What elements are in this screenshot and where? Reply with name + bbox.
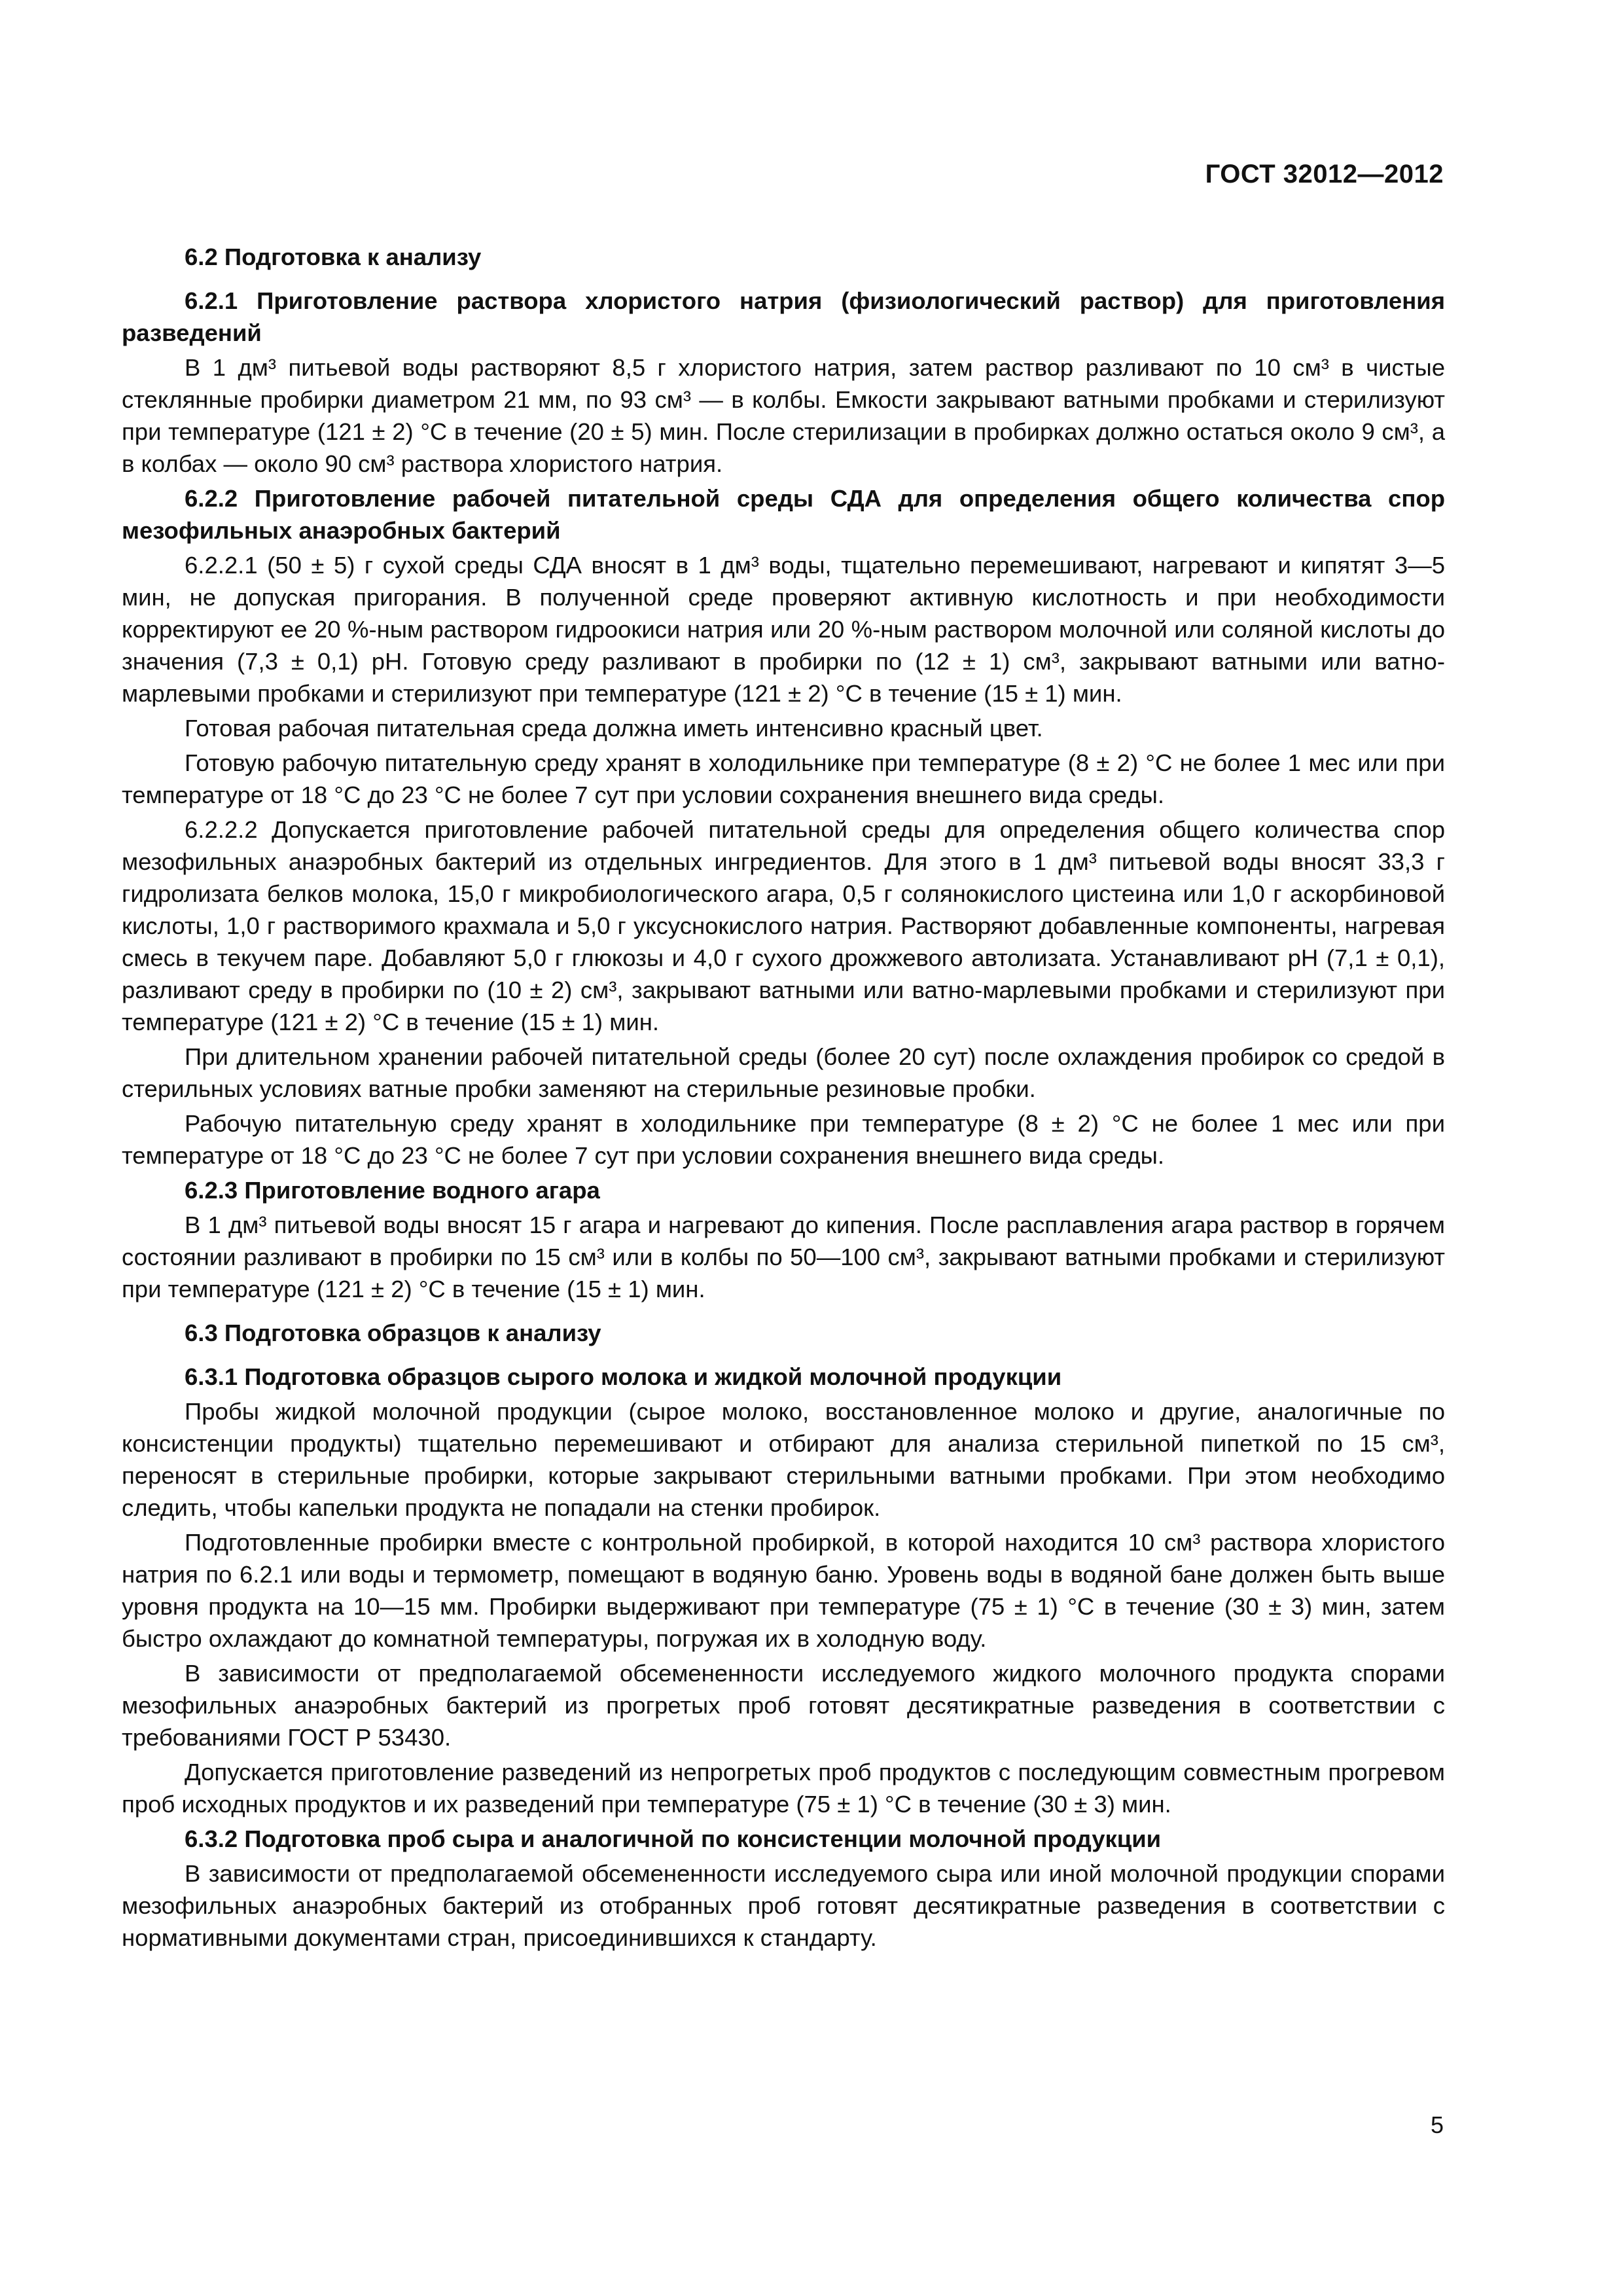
- paragraph: В 1 дм³ питьевой воды растворяют 8,5 г хлористого натрия, затем раствор разливают по 10 см³ в чистые стеклянные пробирки диаметром 21 мм, по 93 см³ — в колбы. Емкости закрывают ватными пробками и стерилизуют при температуре (121 ± 2) °С в течение (20 ± 5) мин. После стерилизации в пробирках должно остаться около 9 см³, а в колбах — около 90 см³ раствора хлористого натрия.: [122, 354, 1445, 477]
- paragraph: Подготовленные пробирки вместе с контрольной пробиркой, в которой находится 10 см³ раствора хлористого натрия по 6.2.1 или воды и термометр, помещают в водяную баню. Уровень воды в водяной бане должен быть выше уровня продукта на 10—15 мм. Пробирки выдерживают при температуре (75 ± 1) °С в течение (30 ± 3) мин, затем быстро охлаждают до комнатной температуры, погружая их в холодную воду.: [122, 1529, 1445, 1652]
- paragraph: Готовую рабочую питательную среду хранят в холодильнике при температуре (8 ± 2) °С не более 1 мес или при температуре от 18 °С до 23 °С не более 7 сут при условии сохранения внешнего вида среды.: [122, 749, 1445, 808]
- paragraph: 6.2.2.1 (50 ± 5) г сухой среды СДА вносят в 1 дм³ воды, тщательно перемешивают, нагревают и кипятят 3—5 мин, не допуская пригорания. В полученной среде проверяют активную кислотность и при необходимости корректируют ее 20 %-ным раствором гидроокиси натрия или 20 %-ным раствором молочной или соляной кислоты до значения (7,3 ± 0,1) pH. Готовую среду разливают в пробирки по (12 ± 1) см³, закрывают ватными или ватно-марлевыми пробками и стерилизуют при температуре (121 ± 2) °С в течение (15 ± 1) мин.: [122, 552, 1445, 707]
- standard-header: ГОСТ 32012—2012: [1205, 160, 1444, 188]
- paragraph: Допускается приготовление разведений из непрогретых проб продуктов с последующим совместным прогревом проб исходных продуктов и их разведений при температуре (75 ± 1) °С в течение (30 ± 3) мин.: [122, 1759, 1445, 1818]
- paragraph: Пробы жидкой молочной продукции (сырое молоко, восстановленное молоко и другие, аналогичные по консистенции продукты) тщательно перемешивают и отбирают для анализа стерильной пипеткой по 15 см³, переносят в стерильные пробирки, которые закрывают стерильными ватными пробками. При этом необходимо следить, чтобы капельки продукта не попадали на стенки пробирок.: [122, 1398, 1445, 1521]
- document-body: [122, 229, 1445, 1956]
- paragraph: Готовая рабочая питательная среда должна иметь интенсивно красный цвет.: [185, 715, 1043, 742]
- section-heading-6-2: 6.2 Подготовка к анализу: [185, 243, 482, 270]
- section-heading-6-3: 6.3 Подготовка образцов к анализу: [185, 1319, 601, 1346]
- paragraph: При длительном хранении рабочей питательной среды (более 20 сут) после охлаждения пробирок со средой в стерильных условиях ватные пробки заменяют на стерильные резиновые пробки.: [122, 1043, 1445, 1102]
- paragraph: 6.2.2.2 Допускается приготовление рабочей питательной среды для определения общего количества спор мезофильных анаэробных бактерий из отдельных ингредиентов. Для этого в 1 дм³ питьевой воды вносят 33,3 г гидролизата белков молока, 15,0 г микробиологического агара, 0,5 г солянокислого цистеина или 1,0 г аскорбиновой кислоты, 1,0 г растворимого крахмала и 5,0 г уксуснокислого натрия. Растворяют добавленные компоненты, нагревая смесь в текучем паре. Добавляют 5,0 г глюкозы и 4,0 г сухого дрожжевого автолизата. Устанавливают pH (7,1 ± 0,1), разливают среду в пробирки по (10 ± 2) см³, закрывают ватными или ватно-марлевыми пробками и стерилизуют при температуре (121 ± 2) °С в течение (15 ± 1) мин.: [122, 816, 1445, 1035]
- subsection-heading-6-3-2: 6.3.2 Подготовка проб сыра и аналогичной по консистенции молочной продукции: [185, 1825, 1162, 1852]
- subsection-heading-6-2-2: 6.2.2 Приготовление рабочей питательной среды СДА для определения общего количества спор мезофильных анаэробных бактерий: [122, 485, 1445, 544]
- paragraph: Рабочую питательную среду хранят в холодильнике при температуре (8 ± 2) °С не более 1 мес или при температуре от 18 °С до 23 °С не более 7 сут при условии сохранения внешнего вида среды.: [122, 1110, 1445, 1169]
- paragraph: В зависимости от предполагаемой обсемененности исследуемого сыра или иной молочной продукции спорами мезофильных анаэробных бактерий из отобранных проб готовят десятикратные разведения в соответствии с нормативными документами стран, присоединившихся к стандарту.: [122, 1860, 1445, 1951]
- subsection-heading-6-3-1: 6.3.1 Подготовка образцов сырого молока и жидкой молочной продукции: [185, 1363, 1062, 1390]
- paragraph: В 1 дм³ питьевой воды вносят 15 г агара и нагревают до кипения. После расплавления агара раствор в горячем состоянии разливают в пробирки по 15 см³ или в колбы по 50—100 см³, закрывают ватными пробками и стерилизуют при температуре (121 ± 2) °С в течение (15 ± 1) мин.: [122, 1211, 1445, 1302]
- subsection-heading-6-2-3: 6.2.3 Приготовление водного агара: [185, 1177, 600, 1204]
- page-number: 5: [1430, 2111, 1444, 2138]
- paragraph: В зависимости от предполагаемой обсемененности исследуемого жидкого молочного продукта спорами мезофильных анаэробных бактерий из прогретых проб готовят десятикратные разведения в соответствии с требованиями ГОСТ Р 53430.: [122, 1660, 1445, 1751]
- subsection-heading-6-2-1: 6.2.1 Приготовление раствора хлористого натрия (физиологический раствор) для приготовления разведений: [122, 287, 1445, 346]
